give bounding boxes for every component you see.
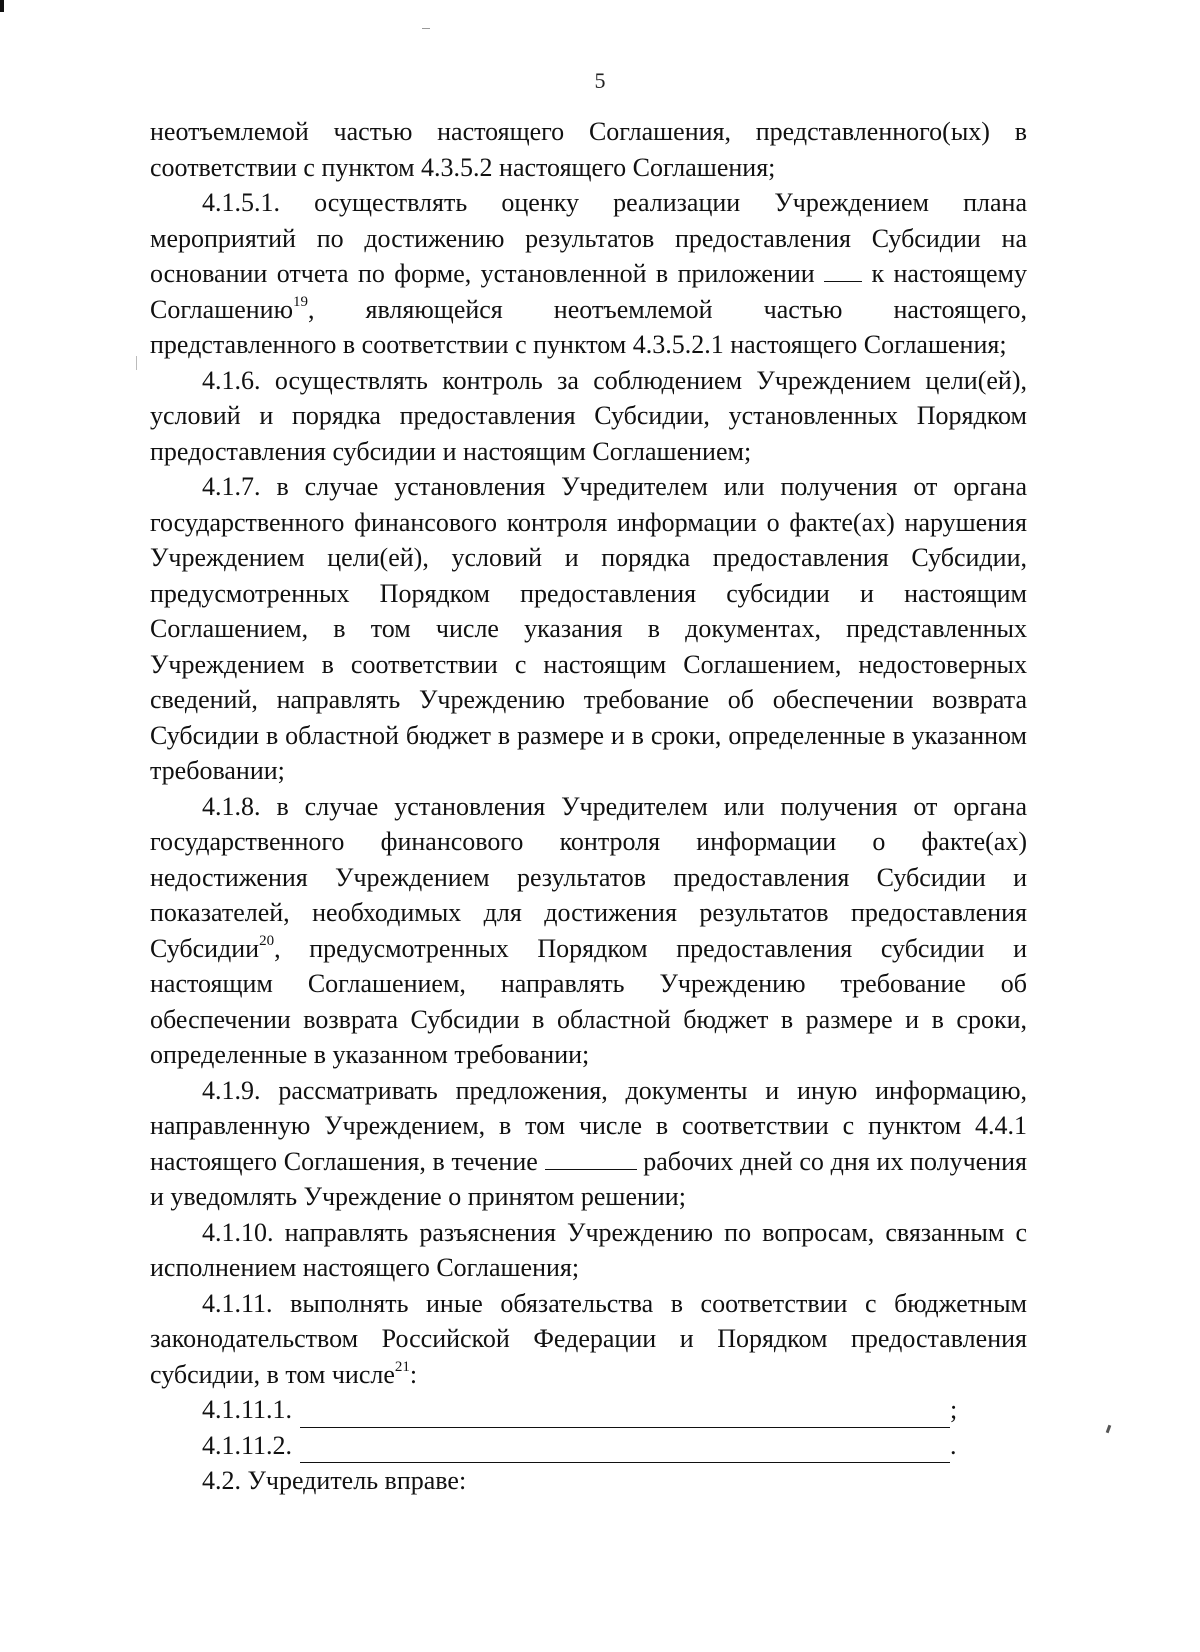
footnote-ref: 20 <box>259 932 275 949</box>
document-body <box>150 114 1027 1499</box>
paragraph-4-1-8 <box>150 789 1027 1073</box>
page-number: 5 <box>594 68 606 93</box>
blank-line <box>300 1436 950 1463</box>
paragraph-text: 4.1.8. в случае установления Учредителем или получения от органа государственного финансового контроля информации о факте(ах) недостижения Учреждением результатов предоставления Субсидии и показателей, необходимых для достижения результатов предоставления Субсидии <box>150 791 1027 963</box>
paragraph-4-1-11 <box>150 1286 1027 1393</box>
paragraph-text: , предусмотренных Порядком предоставления субсидии и настоящим Соглашением, направлять Учреждению требование об обеспечении возврата Субсидии в областной бюджет в размере и в сроки, определенные в указанном требовании; <box>150 933 1027 1069</box>
paragraph: неотъемлемой частью настоящего Соглашения, представленного(ых) в соответствии с пунктом 4.3.5.2 настоящего Соглашения; <box>150 117 1027 182</box>
paragraph-text: 4.1.9. рассматривать предложения, документы и иную информацию, направленную Учреждением, в том числе в соответствии с пунктом 4.4.1 настоящего Соглашения, в течение <box>150 1075 1027 1176</box>
blank-line <box>545 1147 637 1170</box>
paragraph-4-1-6: 4.1.6. осуществлять контроль за соблюдением Учреждением цели(ей), условий и порядка предоставления Субсидии, установленных Порядком предоставления субсидии и настоящим Соглашением; <box>150 365 1027 466</box>
item-4-1-11-1 <box>150 1392 1027 1428</box>
scan-mark <box>1106 1425 1112 1434</box>
footnote-ref: 19 <box>293 293 309 310</box>
scan-mark <box>422 28 430 29</box>
paragraph-4-1-7: 4.1.7. в случае установления Учредителем или получения от органа государственного финансового контроля информации о факте(ах) нарушения Учреждением цели(ей), условий и порядка предоставления Субсидии, предусмотренных Порядком предоставления субсидии и настоящим Соглашением, в том числе указания в документах, представленных Учреждением в соответствии с настоящим Соглашением, недостоверных сведений, направлять Учреждению требование об обеспечении возврата Субсидии в областной бюджет в размере и в сроки, определенные в указанном требовании; <box>150 472 1027 785</box>
paragraph-text: 4.1.5.1. осуществлять оценку реализации Учреждением плана мероприятий по достижению результатов предоставления Субсидии на основании отчета по форме, установленной в приложении <box>150 188 1027 288</box>
paragraph-text: , являющейся неотъемлемой частью настоящего, представленного в соответствии с пунктом 4.3.5.2.1 настоящего Соглашения; <box>150 294 1027 359</box>
item-end: . <box>950 1430 957 1460</box>
scan-mark <box>0 0 4 12</box>
footnote-ref: 21 <box>394 1358 410 1375</box>
paragraph-text: 4.1.11. выполнять иные обязательства в соответствии с бюджетным законодательством Российской Федерации и Порядком предоставления субсидии, в том числе <box>150 1288 1027 1389</box>
item-4-1-11-2 <box>150 1428 1027 1464</box>
paragraph-text: : <box>409 1359 418 1389</box>
paragraph-4-1-9 <box>150 1073 1027 1215</box>
paragraph-4-1-5-1 <box>150 185 1027 363</box>
item-number: 4.1.11.2. <box>202 1430 293 1460</box>
scan-mark <box>136 356 137 370</box>
item-number: 4.1.11.1. <box>202 1395 293 1424</box>
paragraph-4-2: 4.2. Учредитель вправе: <box>202 1466 467 1495</box>
paragraph-4-1-10: 4.1.10. направлять разъяснения Учреждению по вопросам, связанным с исполнением настоящего Соглашения; <box>150 1217 1027 1282</box>
paragraph-text: к настоящему Соглашению <box>150 259 1028 324</box>
item-end: ; <box>950 1395 958 1424</box>
blank-line <box>300 1401 950 1428</box>
blank-line <box>824 259 862 282</box>
paragraph-text: рабочих дней со дня их получения и уведомлять Учреждение о принятом решении; <box>150 1146 1027 1211</box>
